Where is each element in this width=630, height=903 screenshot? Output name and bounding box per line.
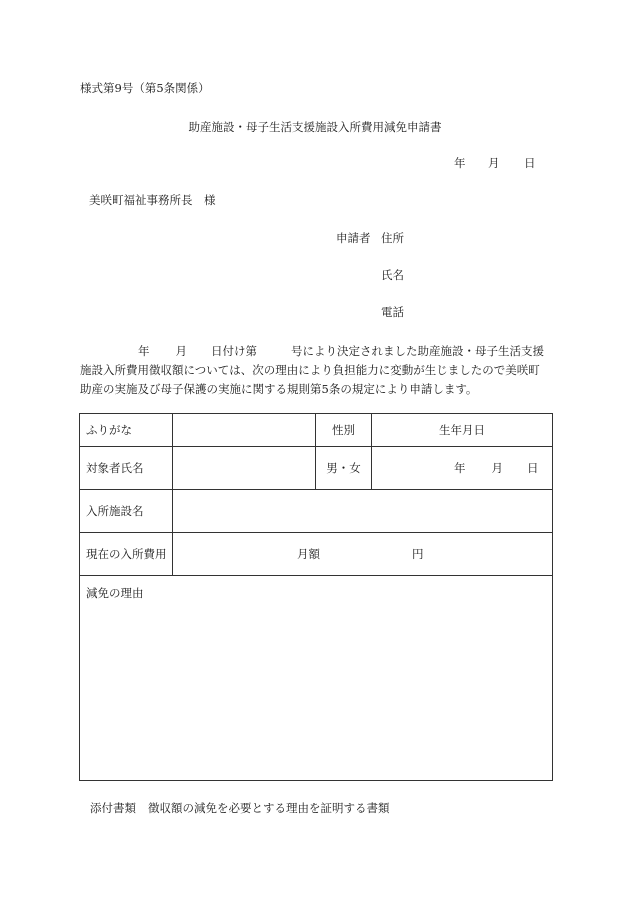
statement-line-1-rest: 号により決定されました助産施設・母子生活支援 bbox=[291, 344, 544, 358]
form-number: 様式第9号（第5条関係） bbox=[80, 81, 210, 95]
applicant-name-label: 氏名 bbox=[381, 268, 404, 282]
birth-month-label: 月 bbox=[491, 461, 503, 475]
furigana-label: ふりがな bbox=[80, 414, 173, 447]
reduction-reason-label: 減免の理由 bbox=[86, 586, 144, 600]
yen-label: 円 bbox=[412, 547, 424, 561]
birthdate-header: 生年月日 bbox=[372, 414, 553, 447]
applicant-label: 申請者 bbox=[336, 231, 371, 245]
table-row-furigana bbox=[80, 414, 553, 447]
table-row-reason bbox=[80, 576, 553, 781]
facility-name-label: 入所施設名 bbox=[80, 490, 173, 533]
statement-line-2: 施設入所費用徴収額については、次の理由により負担能力に変動が生じましたので美咲町 bbox=[80, 363, 540, 377]
applicant-phone-label: 電話 bbox=[381, 305, 404, 319]
applicant-address-label: 住所 bbox=[381, 231, 404, 245]
statement-year: 年 bbox=[138, 344, 150, 358]
reduction-reason-field[interactable] bbox=[80, 576, 553, 781]
statement-line-1 bbox=[80, 342, 552, 361]
table-row-facility bbox=[80, 490, 553, 533]
subject-name-field[interactable] bbox=[173, 447, 316, 490]
date-month-label: 月 bbox=[488, 156, 500, 170]
birth-year-label: 年 bbox=[454, 461, 466, 475]
date-year-label: 年 bbox=[454, 156, 466, 170]
applicant-info-table bbox=[79, 413, 553, 781]
furigana-field[interactable] bbox=[173, 414, 316, 447]
monthly-label: 月額 bbox=[297, 547, 320, 561]
addressee: 美咲町福祉事務所長 様 bbox=[89, 193, 216, 207]
facility-name-field[interactable] bbox=[173, 490, 553, 533]
table-row-cost bbox=[80, 533, 553, 576]
gender-header: 性別 bbox=[316, 414, 372, 447]
statement-month: 月 bbox=[175, 344, 187, 358]
statement-day: 日付け第 bbox=[211, 344, 257, 358]
request-statement bbox=[80, 342, 552, 399]
table-row-subject bbox=[80, 447, 553, 490]
statement-line-3: 助産の実施及び母子保護の実施に関する規則第5条の規定により申請します。 bbox=[80, 382, 478, 396]
gender-options[interactable]: 男・女 bbox=[316, 447, 372, 490]
subject-name-label: 対象者氏名 bbox=[80, 447, 173, 490]
attachment-text: 徴収額の減免を必要とする理由を証明する書類 bbox=[148, 801, 390, 815]
birthdate-field[interactable] bbox=[372, 447, 553, 490]
attachment-label: 添付書類 bbox=[90, 801, 136, 815]
current-cost-field[interactable] bbox=[173, 533, 553, 576]
document-title: 助産施設・母子生活支援施設入所費用減免申請書 bbox=[188, 120, 442, 134]
current-cost-label: 現在の入所費用 bbox=[80, 533, 173, 576]
birth-day-label: 日 bbox=[527, 461, 539, 475]
attachment-note bbox=[90, 800, 390, 816]
date-day-label: 日 bbox=[524, 156, 536, 170]
